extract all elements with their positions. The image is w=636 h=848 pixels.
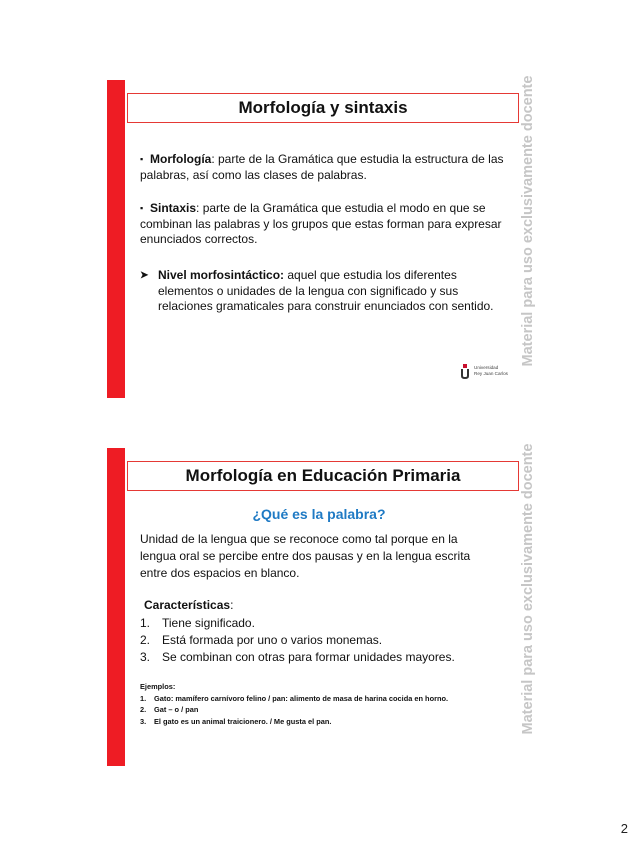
- example-number: 2.: [140, 705, 147, 714]
- characteristics-section: [140, 597, 509, 666]
- term-nivel-morfosintactico: Nivel morfosintáctico:: [158, 268, 285, 282]
- list-item-text: Está formada por uno o varios monemas.: [162, 633, 383, 647]
- watermark: Material para uso exclusivamente docente: [520, 443, 536, 735]
- list-item-number: 3.: [140, 650, 151, 664]
- slide-2: [107, 443, 536, 766]
- slide-title: [127, 461, 519, 491]
- term-sintaxis: Sintaxis: [150, 201, 197, 215]
- definition-sintaxis: : parte de la Gramática que estudia el modo en que se combinan las palabras y los grupos que estas forman para expresar enunciados correctos.: [140, 201, 502, 246]
- logo-text: [474, 365, 508, 377]
- slide-accent-bar: [107, 448, 125, 766]
- example-text: El gato es un animal traicionero. / Me gusta el pan.: [154, 716, 332, 726]
- example-number: 1.: [140, 693, 147, 703]
- slide-1: [107, 75, 536, 398]
- page-number: 2: [620, 821, 628, 836]
- word-definition: Unidad de la lengua que se reconoce como tal porque en la lengua oral se percibe entre dos pausas y en la lengua escrita entre dos espacios en blanco.: [140, 532, 471, 580]
- slide-accent-bar: [107, 80, 125, 398]
- characteristics-list: [140, 615, 509, 666]
- university-logo: [460, 362, 518, 384]
- definition-morfologia: : parte de la Gramática que estudia la estructura de las palabras, así como las clases de palabras.: [140, 152, 504, 182]
- characteristics-heading-text: Características: [144, 598, 231, 612]
- bullet-square-icon: ▪: [140, 154, 144, 164]
- paragraph-morfologia: [140, 152, 505, 183]
- logo-line-2: Rey Juan Carlos: [474, 371, 508, 376]
- example-item: [140, 693, 500, 705]
- characteristics-heading: [144, 597, 509, 614]
- characteristics-heading-colon: :: [230, 598, 234, 612]
- watermark: Material para uso exclusivamente docente: [520, 75, 536, 367]
- list-item: [140, 615, 509, 632]
- list-item-number: 1.: [140, 616, 151, 630]
- example-item: [140, 704, 500, 716]
- example-text: Gato: mamífero carnívoro felino / pan: alimento de masa de harina cocida en horno.: [154, 693, 449, 703]
- term-morfologia: Morfología: [150, 152, 212, 166]
- definition-nivel-morfosintactico: aquel que estudia los diferentes elementos o unidades de la lengua con significado y sus relaciones gramaticales para construir enunciados con sentido.: [158, 268, 494, 313]
- list-item-text: Tiene significado.: [162, 616, 255, 630]
- examples-section: [140, 681, 500, 727]
- slide-subtitle: ¿Qué es la palabra?: [252, 506, 386, 522]
- arrow-bullet-icon: ➤: [140, 270, 149, 281]
- slide-title: [127, 93, 519, 123]
- slide-title-text: Morfología en Educación Primaria: [185, 466, 461, 485]
- list-item: [140, 632, 509, 649]
- slide-title-text: Morfología y sintaxis: [238, 98, 408, 117]
- paragraph-sintaxis: [140, 201, 505, 248]
- logo-line-1: Universidad: [474, 365, 499, 370]
- list-item-text: Se combinan con otras para formar unidades mayores.: [162, 650, 455, 664]
- paragraph-nivel-morfosintactico: [140, 268, 498, 315]
- examples-heading: Ejemplos:: [140, 682, 176, 691]
- bullet-square-icon: ▪: [140, 203, 144, 213]
- list-item-number: 2.: [140, 633, 151, 647]
- example-number: 3.: [140, 716, 147, 726]
- urjc-logo-icon: [460, 364, 470, 380]
- example-text: Gat – o / pan: [154, 705, 199, 714]
- list-item: [140, 649, 509, 666]
- example-item: [140, 716, 500, 728]
